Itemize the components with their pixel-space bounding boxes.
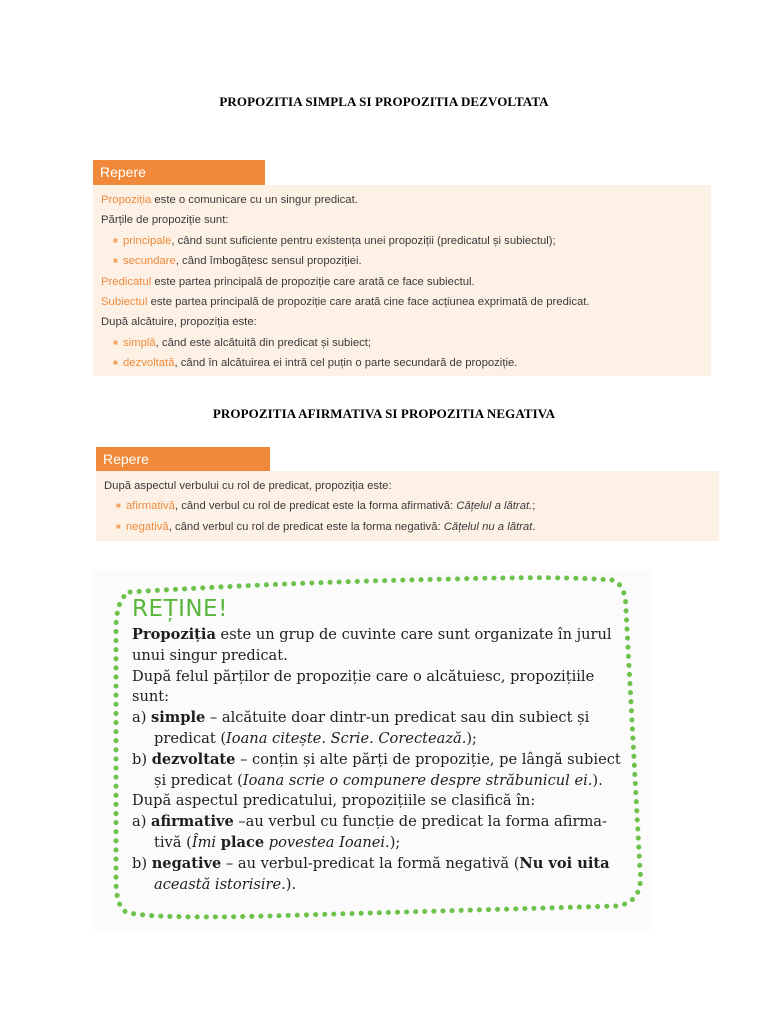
bullet-icon: ■ — [113, 337, 118, 347]
retine-line: a) afirmative –au verbul cu funcție de predicat la forma afirma- — [132, 813, 607, 831]
repere-tab-2: Repere — [96, 447, 270, 471]
retine-title: REȚINE! — [132, 596, 228, 622]
retine-line: predicat (Ioana citește. Scrie. Corectează.); — [154, 729, 477, 747]
heading-affirmative-negative: PROPOZITIA AFIRMATIVA SI PROPOZITIA NEGATIVA — [212, 406, 556, 421]
repere-line: După alcătuire, propoziția este: — [101, 316, 257, 329]
repere-line: După aspectul verbului cu rol de predicat, propoziția este: — [104, 480, 392, 492]
bullet-icon: ■ — [113, 256, 118, 266]
repere-line: ■ negativă, când verbul cu rol de predicat este la forma negativă: Cățelul nu a lătrat. — [104, 517, 711, 537]
bullet-icon: ■ — [113, 235, 118, 245]
repere-line: Subiectul este partea principală de propoziție care arată cine face acțiunea exprimată de predicat. — [101, 296, 590, 309]
retine-line: Propoziția este un grup de cuvinte care sunt organizate în jurul — [132, 626, 612, 643]
retine-line: a) simple – alcătuite doar dintr-un predicat sau din subiect și — [132, 709, 590, 727]
repere-line: ■ simplă, când este alcătuită din predicat și subiect; — [101, 333, 703, 353]
repere-line: Predicatul este partea principală de propoziție care arată ce face subiectul. — [101, 275, 475, 288]
repere-line: ■ secundare, când îmbogățesc sensul propoziției. — [101, 251, 703, 271]
retine-content — [132, 595, 632, 895]
repere-line: ■ dezvoltată, când în alcătuirea ei intră cel puțin o parte secundară de propoziție. — [101, 353, 703, 373]
heading-simple-developed: PROPOZITIA SIMPLA SI PROPOZITIA DEZVOLTATA — [219, 94, 549, 109]
bullet-icon: ■ — [116, 521, 121, 531]
retine-line: b) dezvoltate – conțin și alte părți de propoziție, pe lângă subiect — [132, 750, 621, 768]
retine-line: sunt: — [132, 688, 170, 706]
retine-line: unui singur predicat. — [132, 646, 288, 664]
retine-line: b) negative – au verbul-predicat la formă negativă (Nu voi uita — [132, 854, 610, 872]
retine-line: După aspectul predicatului, propozițiile se clasifică în: — [132, 792, 536, 810]
bullet-icon: ■ — [116, 501, 121, 511]
retine-box — [92, 570, 652, 930]
repere-line: Părțile de propoziție sunt: — [101, 214, 229, 227]
bullet-icon: ■ — [113, 358, 118, 368]
repere-line: ■ afirmativă, când verbul cu rol de predicat este la forma afirmativă: Cățelul a lătrat.; — [104, 496, 711, 516]
repere-box-1 — [93, 185, 711, 376]
retine-line: și predicat (Ioana scrie o compunere despre străbunicul ei.). — [154, 771, 603, 789]
retine-line: această istorisire.). — [154, 875, 297, 893]
repere-tab-1: Repere — [93, 160, 265, 185]
repere-line: Propoziția este o comunicare cu un singur predicat. — [101, 194, 358, 206]
retine-line: După felul părților de propoziție care o alcătuiesc, propozițiile — [132, 667, 595, 685]
repere-box-2 — [96, 471, 719, 541]
retine-line: tivă (Îmi place povestea Ioanei.); — [154, 833, 401, 851]
repere-line: ■ principale, când sunt suficiente pentru existența unei propoziții (predicatul și subiectul); — [101, 231, 703, 251]
